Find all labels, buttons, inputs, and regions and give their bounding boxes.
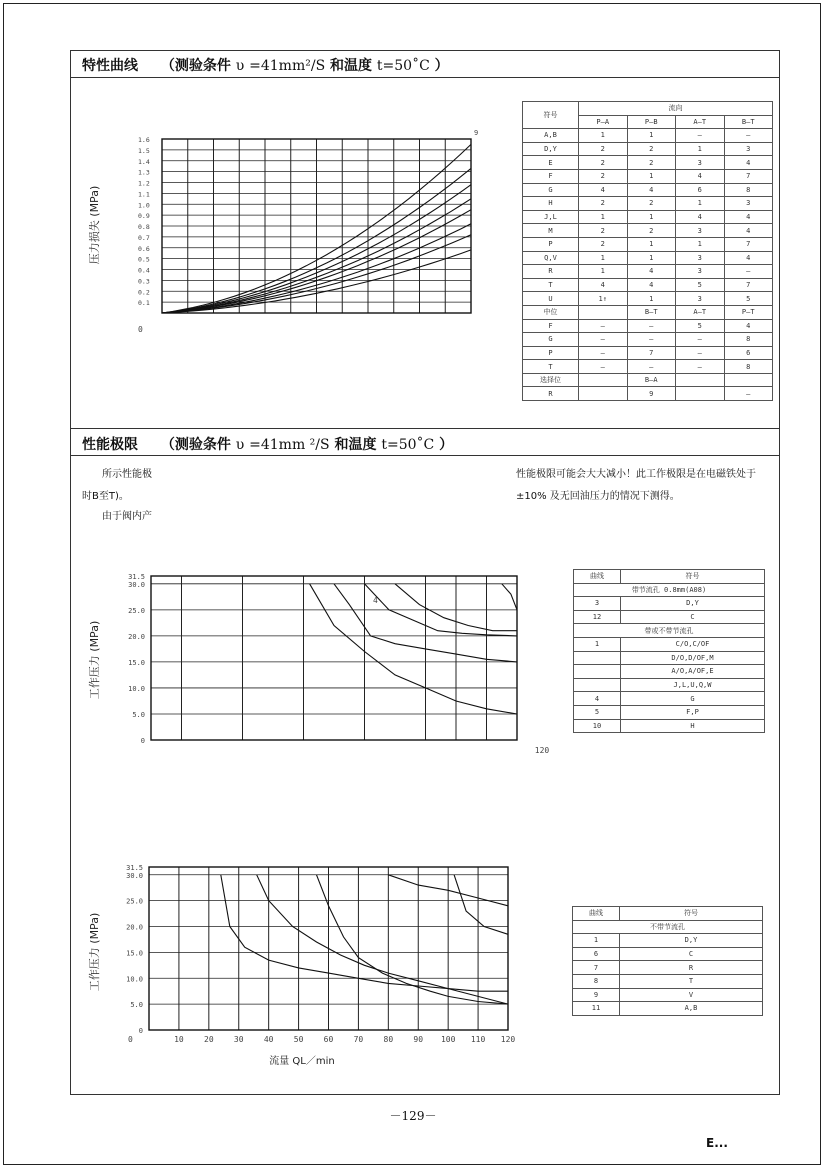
table-cell: [724, 373, 773, 387]
table-row: [523, 183, 773, 197]
y-axis-label: 工作压力 (MPa): [88, 620, 101, 700]
table-cell: 3: [724, 197, 773, 211]
table-cell: T: [523, 360, 579, 374]
table-cell: 2: [579, 197, 628, 211]
y-tick-label: 0.9: [138, 212, 150, 221]
condition-label: （测验条件: [160, 58, 231, 74]
table-cell: P: [523, 346, 579, 360]
plot-frame: [151, 576, 517, 740]
condition-label: （测验条件: [160, 437, 231, 453]
nu-symbol: υ: [235, 58, 245, 74]
table-cell: –: [724, 265, 773, 279]
table-cell: 8: [724, 183, 773, 197]
curve-symbol-table-2: [572, 906, 763, 1016]
nu-symbol: υ: [235, 437, 245, 453]
table-row: [523, 169, 773, 183]
table-cell: –: [579, 319, 628, 333]
table-header: P–B: [627, 115, 676, 129]
table-row: [574, 665, 765, 679]
y-tick-label: 1.1: [138, 190, 150, 199]
y-tick-label: 1.4: [138, 157, 150, 166]
curve-label: 4: [373, 596, 378, 605]
table-subheader-row: [574, 583, 765, 597]
table-cell: P–T: [724, 305, 773, 319]
x-tick-label: 120: [500, 1035, 516, 1044]
table-header-row: [573, 907, 763, 921]
y-tick-label: 0.3: [138, 277, 150, 286]
table-cell: H: [621, 719, 765, 733]
x-tick-label: 80: [383, 1035, 394, 1044]
x-tick-label: 10: [174, 1035, 184, 1044]
table-row: [573, 961, 763, 975]
y-tick-label: 1.2: [138, 179, 150, 188]
origin-label: 0: [128, 1035, 133, 1044]
y-tick-label: 0.7: [138, 233, 150, 242]
table-cell: 1↑: [579, 292, 628, 306]
x-tick-label: 100: [440, 1035, 456, 1044]
table-row: [573, 988, 763, 1002]
table-cell: 4: [579, 183, 628, 197]
table-header: A–T: [676, 115, 725, 129]
corner-mark: E...: [706, 1136, 728, 1150]
table-cell: 4: [724, 224, 773, 238]
table-cell: T: [523, 278, 579, 292]
table-cell: F: [523, 319, 579, 333]
table-cell: R: [523, 265, 579, 279]
working-pressure-chart-2: [80, 842, 530, 1072]
table-cell: 7: [627, 346, 676, 360]
table-cell: –: [676, 346, 725, 360]
curve-label: 9: [474, 129, 479, 137]
table-row: [574, 692, 765, 706]
table-row: [523, 387, 773, 401]
table-cell: 3: [676, 265, 725, 279]
table-header: 流向: [579, 102, 773, 116]
table-cell: D,Y: [620, 934, 763, 948]
table-cell: 7: [573, 961, 620, 975]
table-header: 符号: [620, 907, 763, 921]
table-header: 符号: [621, 570, 765, 584]
table-row: [523, 197, 773, 211]
y-tick-label: 15.0: [128, 658, 145, 667]
table-cell: A,B: [523, 129, 579, 143]
table-cell: 1: [676, 197, 725, 211]
table-row: [523, 265, 773, 279]
y-tick-label: 25.0: [128, 606, 145, 615]
table-row: [574, 678, 765, 692]
table-row: [523, 360, 773, 374]
table-cell: 8: [724, 333, 773, 347]
table-cell: –: [579, 333, 628, 347]
and-temp: 和温度: [334, 437, 377, 453]
table-header-row: [574, 570, 765, 584]
table-cell: [676, 373, 725, 387]
table-cell: 3: [724, 142, 773, 156]
table-cell: –: [627, 360, 676, 374]
y-tick-label: 1.5: [138, 146, 150, 155]
table-row: [523, 224, 773, 238]
y-tick-label: 10.0: [128, 684, 145, 693]
table-header: 曲线: [574, 570, 621, 584]
table-cell: 1: [627, 251, 676, 265]
table-cell: C/O,C/OF: [621, 637, 765, 651]
table-cell: 3: [676, 251, 725, 265]
paragraph-2a: 时B至T)。: [82, 491, 129, 502]
y-tick-label: 0.1: [138, 299, 150, 308]
x-tick-label: 30: [233, 1035, 244, 1044]
series-line: [317, 875, 509, 1004]
curve-symbol-table-1: [573, 569, 765, 733]
y-tick-label: 1.0: [138, 201, 150, 210]
table-cell: 5: [724, 292, 773, 306]
y-tick-label: 20.0: [128, 632, 145, 641]
table-cell: 1: [627, 129, 676, 143]
temperature: t=50˚C: [376, 58, 430, 74]
table-cell: 4: [724, 210, 773, 224]
table-cell: [676, 387, 725, 401]
table-cell: 2: [579, 224, 628, 238]
table-row: [523, 305, 773, 319]
y-tick-label: 0.6: [138, 244, 150, 253]
paren-close: ）: [434, 58, 449, 74]
table-cell: C: [620, 947, 763, 961]
table-cell: R: [620, 961, 763, 975]
table-row: [573, 947, 763, 961]
section-header-characteristics: [70, 50, 780, 78]
y-tick-label: 0.8: [138, 223, 150, 231]
table-cell: 1: [676, 237, 725, 251]
table-row: [574, 597, 765, 611]
table-cell: 1: [627, 292, 676, 306]
table-cell: 6: [676, 183, 725, 197]
y-tick-label: 1.6: [138, 136, 150, 144]
table-cell: 1: [579, 129, 628, 143]
x-tick-label: 110: [470, 1035, 486, 1044]
table-cell: A,B: [620, 1002, 763, 1016]
paragraph-1a: 所示性能极: [102, 469, 152, 480]
and-temp: 和温度: [330, 58, 373, 74]
table-cell: –: [676, 333, 725, 347]
y-tick-label: 0.4: [138, 266, 150, 275]
table-cell: 4: [579, 278, 628, 292]
table-subheader: 不带节流孔: [573, 920, 763, 934]
table-cell: G: [523, 333, 579, 347]
table-cell: 4: [676, 169, 725, 183]
section-header-limits: [70, 428, 780, 456]
table-cell: 1: [579, 265, 628, 279]
table-cell: R: [523, 387, 579, 401]
table-cell: F,P: [621, 705, 765, 719]
temperature: t=50˚C: [381, 437, 435, 453]
origin-label: 0: [138, 325, 143, 334]
table-cell: 3: [676, 156, 725, 170]
table-cell: –: [676, 129, 725, 143]
table-row: [523, 373, 773, 387]
table-cell: J,L: [523, 210, 579, 224]
series-line: [454, 875, 508, 935]
table-cell: 4: [676, 210, 725, 224]
table-cell: 9: [573, 988, 620, 1002]
table-cell: [579, 305, 628, 319]
table-row: [523, 278, 773, 292]
table-subheader: 带节流孔 0.8mm(A08): [574, 583, 765, 597]
table-cell: 5: [676, 319, 725, 333]
table-header: B–T: [724, 115, 773, 129]
table-row: [523, 251, 773, 265]
table-cell: 4: [574, 692, 621, 706]
table-cell: –: [627, 319, 676, 333]
table-subheader-row: [573, 920, 763, 934]
table-row: [574, 719, 765, 733]
table-cell: 1: [627, 210, 676, 224]
table-row: [573, 1002, 763, 1016]
table-cell: 8: [573, 974, 620, 988]
y-tick-label: 20.0: [126, 923, 143, 932]
section-title: 特性曲线: [82, 58, 138, 74]
table-row: [523, 237, 773, 251]
table-row: [574, 637, 765, 651]
paren-close: ）: [439, 437, 454, 453]
table-cell: 2: [627, 142, 676, 156]
table-cell: D/O,D/OF,M: [621, 651, 765, 665]
section-title: 性能极限: [82, 437, 138, 453]
y-tick-label: 31.5: [128, 573, 145, 581]
table-cell: 2: [579, 169, 628, 183]
x-tick-label: 120: [534, 746, 550, 755]
table-cell: Q,V: [523, 251, 579, 265]
table-header: P–A: [579, 115, 628, 129]
x-tick-label: 60: [323, 1035, 334, 1044]
table-cell: 中位: [523, 305, 579, 319]
table-cell: 4: [724, 319, 773, 333]
table-header: 符号: [523, 102, 579, 129]
working-pressure-chart-1: [80, 560, 560, 760]
paragraph-3a: 由于阀内产: [102, 511, 152, 522]
table-cell: 4: [724, 251, 773, 265]
table-cell: A–T: [676, 305, 725, 319]
y-tick-label: 30.0: [128, 580, 145, 589]
table-cell: [579, 387, 628, 401]
table-row: [523, 129, 773, 143]
table-cell: 3: [676, 292, 725, 306]
flow-direction-table: [522, 101, 773, 401]
y-tick-label: 30.0: [126, 871, 143, 880]
table-cell: 4: [627, 183, 676, 197]
y-tick-label: 0.5: [138, 255, 150, 264]
table-cell: 5: [676, 278, 725, 292]
table-cell: 6: [573, 947, 620, 961]
table-cell: 2: [579, 156, 628, 170]
y-tick-label: 25.0: [126, 897, 143, 906]
table-row: [574, 705, 765, 719]
table-cell: 1: [627, 169, 676, 183]
table-row: [523, 292, 773, 306]
table-cell: –: [627, 333, 676, 347]
x-tick-label: 90: [413, 1035, 424, 1044]
table-cell: [574, 651, 621, 665]
table-cell: 6: [724, 346, 773, 360]
table-cell: D,Y: [621, 597, 765, 611]
y-tick-label: 0.2: [138, 288, 150, 297]
table-row: [523, 319, 773, 333]
table-cell: B–T: [627, 305, 676, 319]
table-cell: [574, 665, 621, 679]
table-row: [573, 974, 763, 988]
table-cell: 3: [676, 224, 725, 238]
table-header: 曲线: [573, 907, 620, 921]
table-cell: 1: [627, 237, 676, 251]
table-row: [574, 651, 765, 665]
table-cell: A/O,A/OF,E: [621, 665, 765, 679]
table-cell: 2: [627, 197, 676, 211]
table-row: [523, 346, 773, 360]
series-line: [257, 875, 508, 1004]
series-line: [310, 584, 517, 714]
table-cell: 4: [627, 278, 676, 292]
table-cell: C: [621, 610, 765, 624]
table-cell: [579, 373, 628, 387]
x-tick-label: 70: [353, 1035, 364, 1044]
y-tick-label: 31.5: [126, 864, 143, 872]
viscosity: =41mm ²/S: [249, 437, 330, 453]
table-cell: 7: [724, 169, 773, 183]
table-cell: 2: [579, 142, 628, 156]
table-cell: H: [523, 197, 579, 211]
table-cell: 11: [573, 1002, 620, 1016]
x-tick-label: 20: [204, 1035, 214, 1044]
table-cell: P: [523, 237, 579, 251]
table-cell: T: [620, 974, 763, 988]
table-cell: 1: [574, 637, 621, 651]
table-cell: B–A: [627, 373, 676, 387]
table-cell: 7: [724, 237, 773, 251]
table-cell: 9: [627, 387, 676, 401]
table-subheader: 带或不带节流孔: [574, 624, 765, 638]
y-tick-label: 1.3: [138, 168, 150, 177]
table-cell: 2: [579, 237, 628, 251]
x-axis-label: 流量 QL／min: [269, 1056, 335, 1067]
viscosity: =41mm²/S: [249, 58, 326, 74]
table-cell: 1: [676, 142, 725, 156]
y-axis-label: 压力损失 (MPa): [88, 185, 101, 265]
table-cell: 7: [724, 278, 773, 292]
table-row: [523, 333, 773, 347]
table-cell: 12: [574, 610, 621, 624]
table-row: [523, 156, 773, 170]
series-line: [502, 584, 517, 610]
y-tick-label: 5.0: [132, 710, 145, 719]
table-cell: –: [676, 360, 725, 374]
table-cell: 1: [573, 934, 620, 948]
table-cell: 10: [574, 719, 621, 733]
y-tick-label: 0: [140, 737, 145, 745]
table-row: [523, 142, 773, 156]
table-cell: 1: [579, 251, 628, 265]
table-cell: F: [523, 169, 579, 183]
table-cell: G: [523, 183, 579, 197]
table-cell: 1: [579, 210, 628, 224]
page-number: －129－: [389, 1109, 437, 1123]
table-cell: D,Y: [523, 142, 579, 156]
series-line: [221, 875, 508, 991]
table-cell: 4: [627, 265, 676, 279]
x-tick-label: 40: [263, 1035, 274, 1044]
pressure-loss-chart: [80, 125, 500, 345]
table-cell: M: [523, 224, 579, 238]
y-axis-label: 工作压力 (MPa): [88, 912, 101, 992]
table-cell: –: [579, 346, 628, 360]
table-row: [574, 610, 765, 624]
table-cell: V: [620, 988, 763, 1002]
table-cell: –: [724, 129, 773, 143]
paragraph-2b: ±10% 及无回油压力的情况下测得。: [516, 491, 680, 502]
table-cell: E: [523, 156, 579, 170]
y-tick-label: 10.0: [126, 975, 143, 984]
table-cell: 5: [574, 705, 621, 719]
y-tick-label: 15.0: [126, 949, 143, 958]
table-cell: U: [523, 292, 579, 306]
table-header-row: [523, 102, 773, 116]
table-cell: –: [579, 360, 628, 374]
y-tick-label: 0: [138, 1027, 143, 1035]
x-tick-label: 50: [293, 1035, 304, 1044]
table-subheader-row: [574, 624, 765, 638]
y-tick-label: 5.0: [130, 1001, 143, 1010]
table-cell: [574, 678, 621, 692]
table-cell: 2: [627, 156, 676, 170]
table-cell: G: [621, 692, 765, 706]
table-row: [523, 210, 773, 224]
table-cell: J,L,U,Q,W: [621, 678, 765, 692]
table-cell: 选择位: [523, 373, 579, 387]
paragraph-1b: 性能极限可能会大大减小！此工作极限是在电磁铁处于: [516, 469, 756, 480]
table-cell: 2: [627, 224, 676, 238]
table-cell: –: [724, 387, 773, 401]
table-cell: 8: [724, 360, 773, 374]
table-row: [573, 934, 763, 948]
table-cell: 4: [724, 156, 773, 170]
table-cell: 3: [574, 597, 621, 611]
